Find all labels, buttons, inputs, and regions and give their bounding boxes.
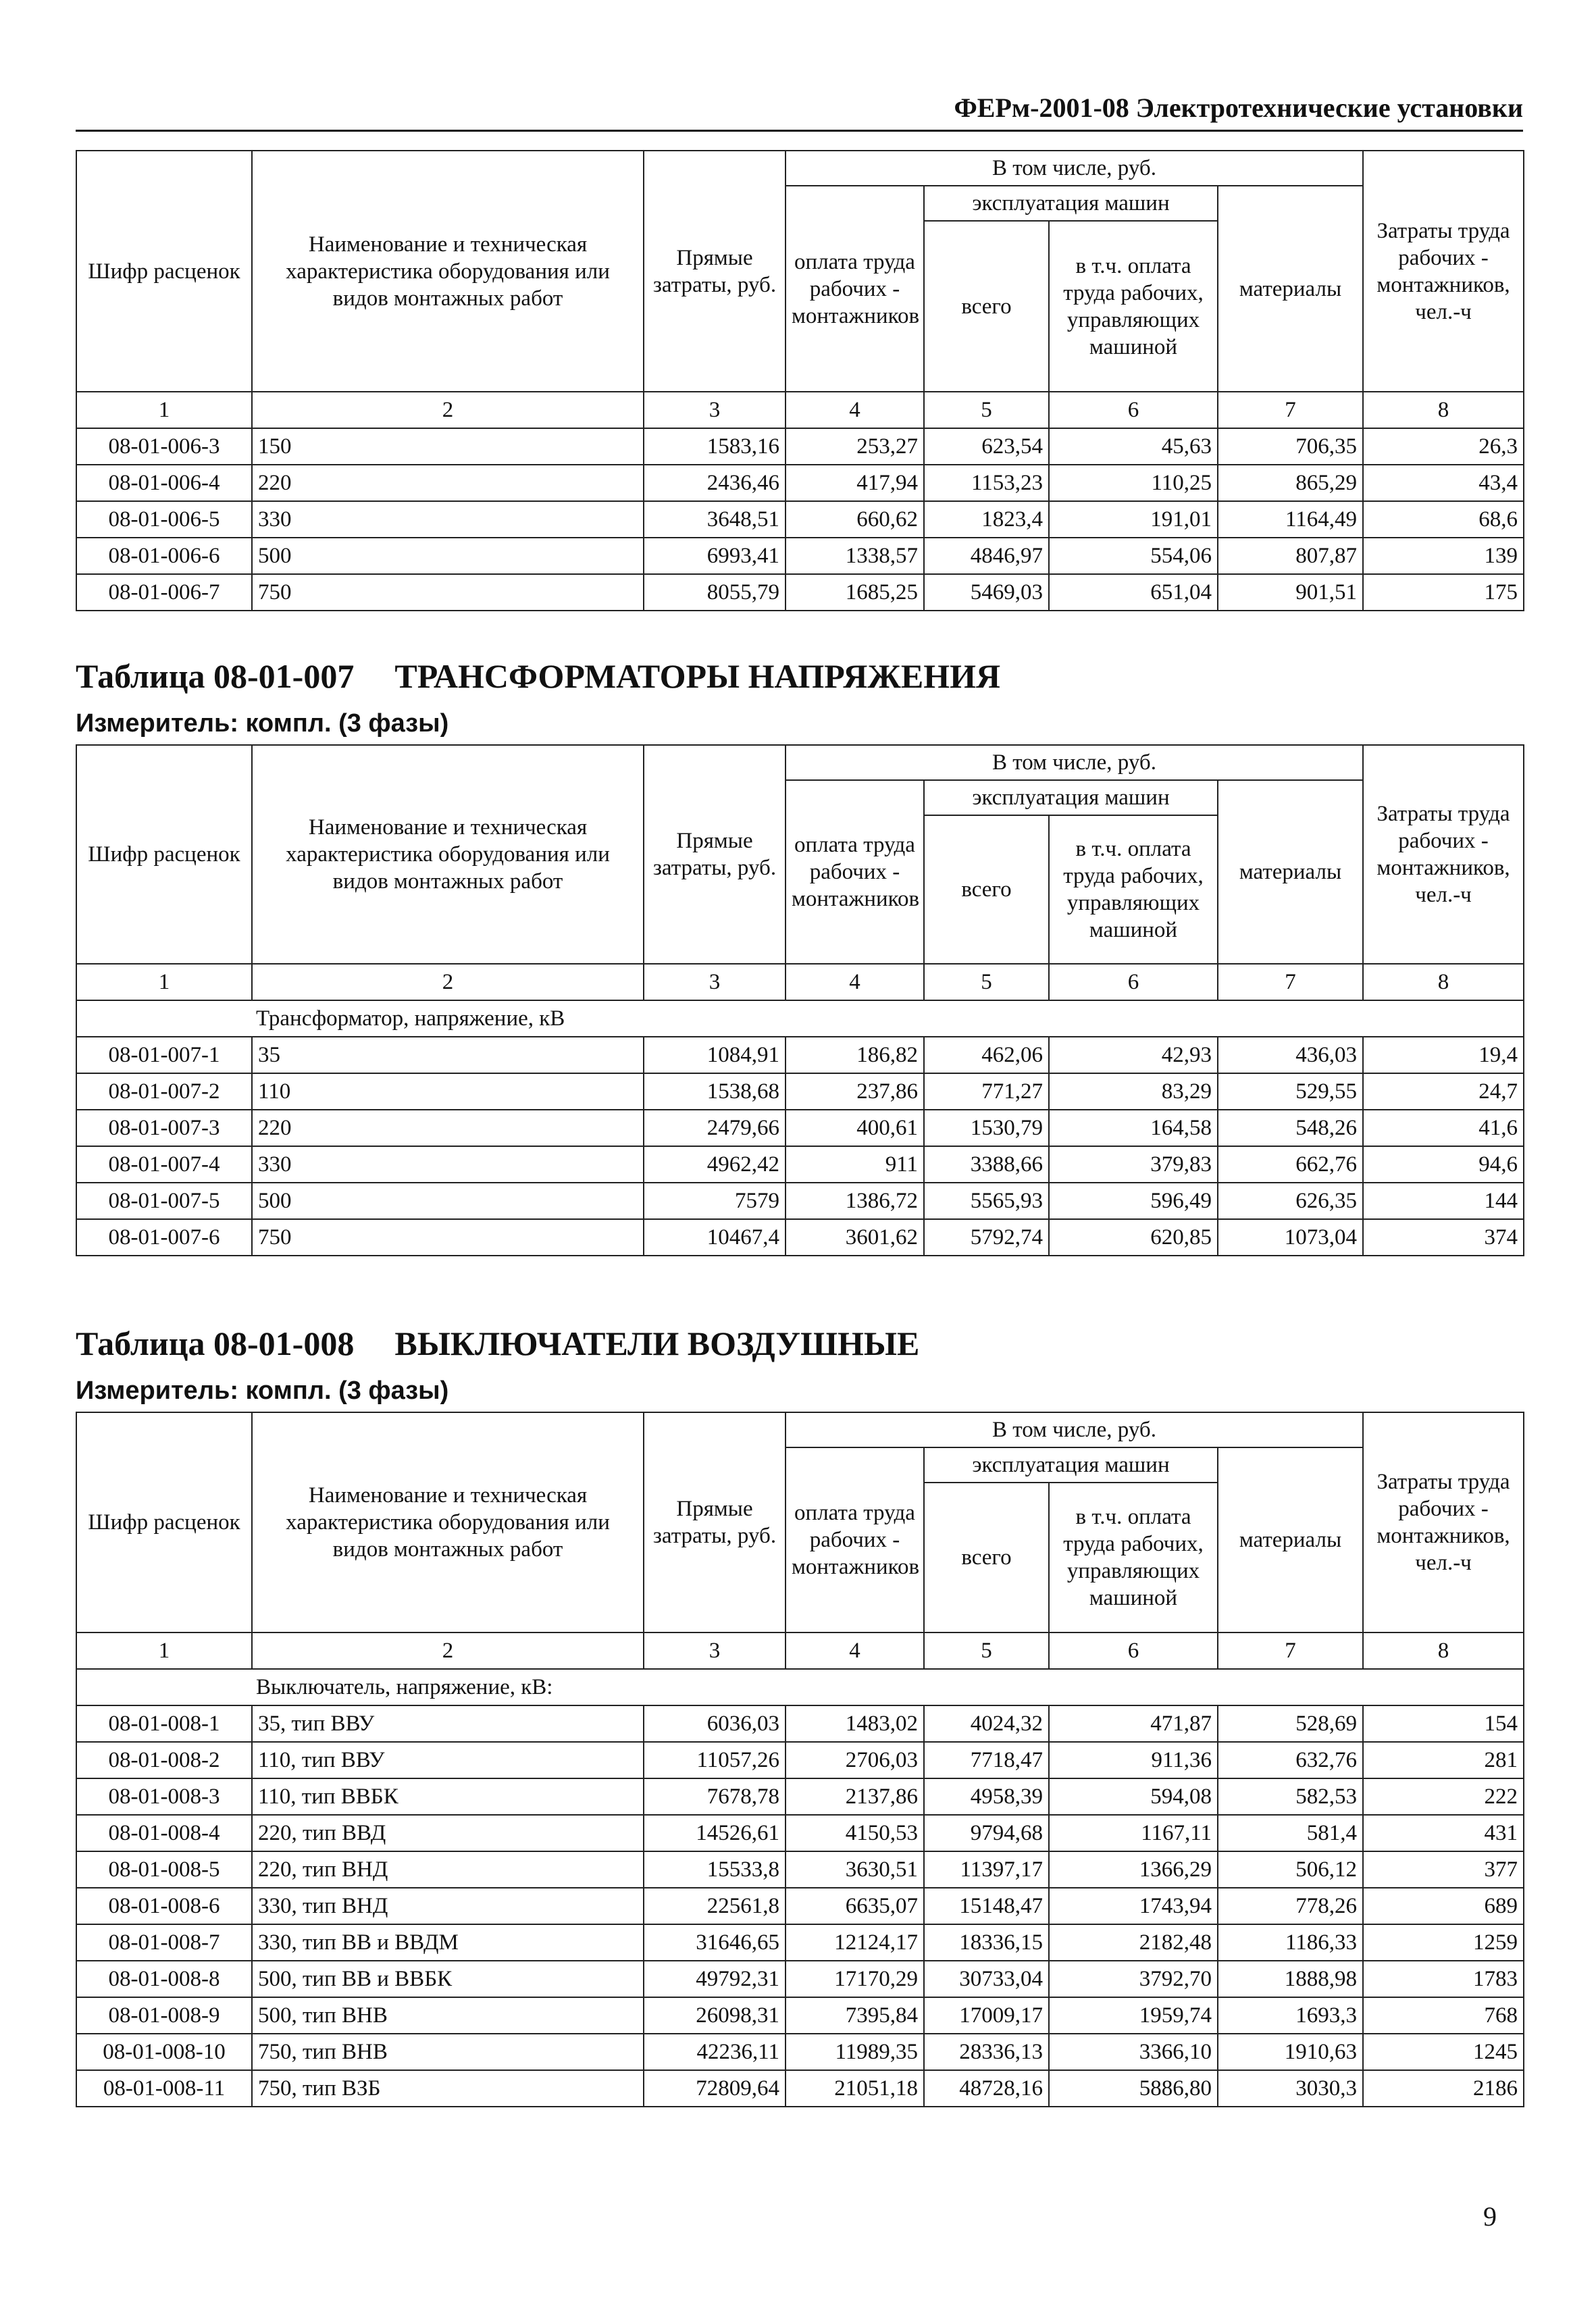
item-name-cell: 330, тип ВНД — [252, 1888, 644, 1924]
column-number-row — [76, 1632, 1524, 1669]
item-name-cell: 35, тип ВВУ — [252, 1705, 644, 1742]
value-cell: 1959,74 — [1049, 1997, 1218, 2034]
header-name: Наименование и техническая характеристика оборудования или видов монтажных работ — [252, 745, 644, 964]
col-num: 5 — [924, 1632, 1049, 1669]
value-cell: 17170,29 — [786, 1961, 924, 1997]
col-num: 7 — [1218, 392, 1363, 428]
header-labor-hours: Затраты труда рабочих - монтажников, чел.-ч — [1363, 1412, 1524, 1632]
value-cell: 581,4 — [1218, 1815, 1363, 1851]
value-cell: 582,53 — [1218, 1778, 1363, 1815]
value-cell: 31646,65 — [644, 1924, 786, 1961]
value-cell: 1073,04 — [1218, 1219, 1363, 1256]
item-name-cell: 500 — [252, 538, 644, 574]
rate-code-cell: 08-01-007-6 — [76, 1219, 252, 1256]
table-row — [76, 538, 1524, 574]
col-num: 8 — [1363, 392, 1524, 428]
rate-code-cell: 08-01-007-4 — [76, 1146, 252, 1183]
value-cell: 1164,49 — [1218, 501, 1363, 538]
table-title: ТРАНСФОРМАТОРЫ НАПРЯЖЕНИЯ — [394, 657, 1001, 695]
value-cell: 6036,03 — [644, 1705, 786, 1742]
col-num: 1 — [76, 392, 252, 428]
value-cell: 7678,78 — [644, 1778, 786, 1815]
table-row — [76, 2070, 1524, 2107]
table-row — [76, 1110, 1524, 1146]
value-cell: 1823,4 — [924, 501, 1049, 538]
table-caption — [76, 657, 1000, 696]
col-num: 3 — [644, 392, 786, 428]
value-cell: 2706,03 — [786, 1742, 924, 1778]
value-cell: 3792,70 — [1049, 1961, 1218, 1997]
item-name-cell: 220, тип ВНД — [252, 1851, 644, 1888]
value-cell: 771,27 — [924, 1073, 1049, 1110]
value-cell: 3648,51 — [644, 501, 786, 538]
table-row — [76, 1888, 1524, 1924]
header-total: всего — [924, 1483, 1049, 1632]
value-cell: 42,93 — [1049, 1037, 1218, 1073]
value-cell: 45,63 — [1049, 428, 1218, 465]
value-cell: 620,85 — [1049, 1219, 1218, 1256]
rate-code-cell: 08-01-008-4 — [76, 1815, 252, 1851]
column-number-row — [76, 964, 1524, 1000]
value-cell: 374 — [1363, 1219, 1524, 1256]
table-row — [76, 1183, 1524, 1219]
value-cell: 2137,86 — [786, 1778, 924, 1815]
header-machines: эксплуатация машин — [924, 186, 1218, 221]
header-labor-hours: Затраты труда рабочих - монтажников, чел.-ч — [1363, 151, 1524, 392]
col-num: 6 — [1049, 1632, 1218, 1669]
value-cell: 8055,79 — [644, 574, 786, 611]
value-cell: 1530,79 — [924, 1110, 1049, 1146]
value-cell: 43,4 — [1363, 465, 1524, 501]
rate-code-cell: 08-01-008-9 — [76, 1997, 252, 2034]
table-number: Таблица 08-01-007 — [76, 657, 355, 695]
value-cell: 18336,15 — [924, 1924, 1049, 1961]
value-cell: 191,01 — [1049, 501, 1218, 538]
value-cell: 2436,46 — [644, 465, 786, 501]
table-row — [76, 1705, 1524, 1742]
value-cell: 48728,16 — [924, 2070, 1049, 2107]
header-materials: материалы — [1218, 780, 1363, 964]
col-num: 4 — [786, 392, 924, 428]
col-num: 2 — [252, 1632, 644, 1669]
value-cell: 548,26 — [1218, 1110, 1363, 1146]
table-08-01-007 — [76, 744, 1524, 1256]
header-machines: эксплуатация машин — [924, 1447, 1218, 1483]
rate-code-cell: 08-01-008-1 — [76, 1705, 252, 1742]
value-cell: 4846,97 — [924, 538, 1049, 574]
value-cell: 222 — [1363, 1778, 1524, 1815]
value-cell: 4962,42 — [644, 1146, 786, 1183]
table-row — [76, 2034, 1524, 2070]
header-total: всего — [924, 221, 1049, 392]
rate-code-cell: 08-01-008-6 — [76, 1888, 252, 1924]
value-cell: 1743,94 — [1049, 1888, 1218, 1924]
item-name-cell: 750 — [252, 574, 644, 611]
value-cell: 2186 — [1363, 2070, 1524, 2107]
header-labor-pay: оплата труда рабочих - монтажников — [786, 780, 924, 964]
item-name-cell: 750, тип ВЗБ — [252, 2070, 644, 2107]
item-name-cell: 35 — [252, 1037, 644, 1073]
col-num: 2 — [252, 392, 644, 428]
value-cell: 94,6 — [1363, 1146, 1524, 1183]
value-cell: 1910,63 — [1218, 2034, 1363, 2070]
value-cell: 7395,84 — [786, 1997, 924, 2034]
value-cell: 5565,93 — [924, 1183, 1049, 1219]
item-name-cell: 750 — [252, 1219, 644, 1256]
header-including: В том числе, руб. — [786, 745, 1363, 780]
col-num: 1 — [76, 964, 252, 1000]
value-cell: 3630,51 — [786, 1851, 924, 1888]
value-cell: 911 — [786, 1146, 924, 1183]
value-cell: 1783 — [1363, 1961, 1524, 1997]
value-cell: 632,76 — [1218, 1742, 1363, 1778]
value-cell: 1483,02 — [786, 1705, 924, 1742]
table-row — [76, 1961, 1524, 1997]
rate-code-cell: 08-01-008-3 — [76, 1778, 252, 1815]
value-cell: 807,87 — [1218, 538, 1363, 574]
table-row — [76, 1815, 1524, 1851]
rate-code-cell: 08-01-006-6 — [76, 538, 252, 574]
value-cell: 1338,57 — [786, 538, 924, 574]
rate-code-cell: 08-01-008-8 — [76, 1961, 252, 1997]
header-code: Шифр расценок — [76, 745, 252, 964]
rate-code-cell: 08-01-007-1 — [76, 1037, 252, 1073]
value-cell: 3030,3 — [1218, 2070, 1363, 2107]
item-name-cell: 750, тип ВНВ — [252, 2034, 644, 2070]
header-machine-labor: в т.ч. оплата труда рабочих, управляющих машиной — [1049, 221, 1218, 392]
header-labor-pay: оплата труда рабочих - монтажников — [786, 186, 924, 392]
value-cell: 21051,18 — [786, 2070, 924, 2107]
table-row — [76, 1219, 1524, 1256]
value-cell: 72809,64 — [644, 2070, 786, 2107]
value-cell: 253,27 — [786, 428, 924, 465]
value-cell: 377 — [1363, 1851, 1524, 1888]
rate-code-cell: 08-01-008-5 — [76, 1851, 252, 1888]
rate-code-cell: 08-01-008-7 — [76, 1924, 252, 1961]
table-row — [76, 428, 1524, 465]
value-cell: 1888,98 — [1218, 1961, 1363, 1997]
table-row — [76, 1924, 1524, 1961]
value-cell: 623,54 — [924, 428, 1049, 465]
table-row — [76, 1742, 1524, 1778]
value-cell: 768 — [1363, 1997, 1524, 2034]
value-cell: 7718,47 — [924, 1742, 1049, 1778]
value-cell: 1084,91 — [644, 1037, 786, 1073]
header-name: Наименование и техническая характеристика оборудования или видов монтажных работ — [252, 151, 644, 392]
item-name-cell: 330, тип ВВ и ВВДМ — [252, 1924, 644, 1961]
value-cell: 30733,04 — [924, 1961, 1049, 1997]
header-total: всего — [924, 815, 1049, 964]
value-cell: 4024,32 — [924, 1705, 1049, 1742]
value-cell: 26098,31 — [644, 1997, 786, 2034]
page-number: 9 — [1483, 2201, 1497, 2232]
value-cell: 528,69 — [1218, 1705, 1363, 1742]
header-materials: материалы — [1218, 186, 1363, 392]
item-name-cell: 110, тип ВВБК — [252, 1778, 644, 1815]
table-08-01-006 — [76, 150, 1524, 611]
value-cell: 778,26 — [1218, 1888, 1363, 1924]
header-labor-hours: Затраты труда рабочих - монтажников, чел.-ч — [1363, 745, 1524, 964]
col-num: 2 — [252, 964, 644, 1000]
rate-code-cell: 08-01-006-5 — [76, 501, 252, 538]
item-name-cell: 330 — [252, 1146, 644, 1183]
value-cell: 1685,25 — [786, 574, 924, 611]
value-cell: 1167,11 — [1049, 1815, 1218, 1851]
item-name-cell: 500 — [252, 1183, 644, 1219]
header-machine-labor: в т.ч. оплата труда рабочих, управляющих машиной — [1049, 1483, 1218, 1632]
value-cell: 400,61 — [786, 1110, 924, 1146]
value-cell: 68,6 — [1363, 501, 1524, 538]
table-caption — [76, 1324, 919, 1363]
item-name-cell: 330 — [252, 501, 644, 538]
col-num: 8 — [1363, 1632, 1524, 1669]
value-cell: 49792,31 — [644, 1961, 786, 1997]
value-cell: 471,87 — [1049, 1705, 1218, 1742]
table-row — [76, 1146, 1524, 1183]
header-code: Шифр расценок — [76, 151, 252, 392]
value-cell: 15533,8 — [644, 1851, 786, 1888]
value-cell: 436,03 — [1218, 1037, 1363, 1073]
value-cell: 1538,68 — [644, 1073, 786, 1110]
group-label: Выключатель, напряжение, кВ: — [76, 1669, 1524, 1705]
table-row — [76, 1037, 1524, 1073]
value-cell: 175 — [1363, 574, 1524, 611]
value-cell: 594,08 — [1049, 1778, 1218, 1815]
item-name-cell: 220, тип ВВД — [252, 1815, 644, 1851]
value-cell: 431 — [1363, 1815, 1524, 1851]
rate-code-cell: 08-01-007-2 — [76, 1073, 252, 1110]
item-name-cell: 220 — [252, 1110, 644, 1146]
value-cell: 3388,66 — [924, 1146, 1049, 1183]
col-num: 1 — [76, 1632, 252, 1669]
header-direct: Прямые затраты, руб. — [644, 745, 786, 964]
value-cell: 19,4 — [1363, 1037, 1524, 1073]
value-cell: 1245 — [1363, 2034, 1524, 2070]
value-cell: 4150,53 — [786, 1815, 924, 1851]
col-num: 6 — [1049, 392, 1218, 428]
value-cell: 6993,41 — [644, 538, 786, 574]
value-cell: 83,29 — [1049, 1073, 1218, 1110]
value-cell: 1259 — [1363, 1924, 1524, 1961]
table-row — [76, 501, 1524, 538]
table-unit: Измеритель: компл. (3 фазы) — [76, 1377, 449, 1405]
value-cell: 24,7 — [1363, 1073, 1524, 1110]
value-cell: 911,36 — [1049, 1742, 1218, 1778]
header-direct: Прямые затраты, руб. — [644, 1412, 786, 1632]
value-cell: 4958,39 — [924, 1778, 1049, 1815]
item-name-cell: 500, тип ВНВ — [252, 1997, 644, 2034]
value-cell: 1386,72 — [786, 1183, 924, 1219]
value-cell: 554,06 — [1049, 538, 1218, 574]
col-num: 8 — [1363, 964, 1524, 1000]
value-cell: 2479,66 — [644, 1110, 786, 1146]
value-cell: 506,12 — [1218, 1851, 1363, 1888]
value-cell: 3601,62 — [786, 1219, 924, 1256]
value-cell: 186,82 — [786, 1037, 924, 1073]
value-cell: 144 — [1363, 1183, 1524, 1219]
rate-code-cell: 08-01-008-2 — [76, 1742, 252, 1778]
value-cell: 596,49 — [1049, 1183, 1218, 1219]
item-name-cell: 110 — [252, 1073, 644, 1110]
value-cell: 164,58 — [1049, 1110, 1218, 1146]
running-head: ФЕРм-2001-08 Электротехнические установки — [954, 93, 1523, 123]
header-including: В том числе, руб. — [786, 151, 1363, 186]
value-cell: 6635,07 — [786, 1888, 924, 1924]
item-name-cell: 150 — [252, 428, 644, 465]
value-cell: 11989,35 — [786, 2034, 924, 2070]
rate-code-cell: 08-01-006-7 — [76, 574, 252, 611]
value-cell: 15148,47 — [924, 1888, 1049, 1924]
rate-code-cell: 08-01-006-4 — [76, 465, 252, 501]
value-cell: 689 — [1363, 1888, 1524, 1924]
rate-code-cell: 08-01-008-10 — [76, 2034, 252, 2070]
value-cell: 28336,13 — [924, 2034, 1049, 2070]
value-cell: 14526,61 — [644, 1815, 786, 1851]
value-cell: 1153,23 — [924, 465, 1049, 501]
col-num: 4 — [786, 1632, 924, 1669]
table-number: Таблица 08-01-008 — [76, 1325, 355, 1362]
col-num: 6 — [1049, 964, 1218, 1000]
value-cell: 154 — [1363, 1705, 1524, 1742]
col-num: 5 — [924, 964, 1049, 1000]
value-cell: 5886,80 — [1049, 2070, 1218, 2107]
value-cell: 139 — [1363, 538, 1524, 574]
rate-code-cell: 08-01-008-11 — [76, 2070, 252, 2107]
header-materials: материалы — [1218, 1447, 1363, 1632]
header-rule — [76, 130, 1523, 132]
header-name: Наименование и техническая характеристика оборудования или видов монтажных работ — [252, 1412, 644, 1632]
header-labor-pay: оплата труда рабочих - монтажников — [786, 1447, 924, 1632]
item-name-cell: 110, тип ВВУ — [252, 1742, 644, 1778]
value-cell: 5792,74 — [924, 1219, 1049, 1256]
col-num: 7 — [1218, 1632, 1363, 1669]
value-cell: 662,76 — [1218, 1146, 1363, 1183]
value-cell: 9794,68 — [924, 1815, 1049, 1851]
value-cell: 17009,17 — [924, 1997, 1049, 2034]
value-cell: 1186,33 — [1218, 1924, 1363, 1961]
value-cell: 281 — [1363, 1742, 1524, 1778]
table-row — [76, 1997, 1524, 2034]
col-num: 7 — [1218, 964, 1363, 1000]
value-cell: 22561,8 — [644, 1888, 786, 1924]
column-number-row — [76, 392, 1524, 428]
header-machine-labor: в т.ч. оплата труда рабочих, управляющих машиной — [1049, 815, 1218, 964]
table-row — [76, 1073, 1524, 1110]
group-row — [76, 1000, 1524, 1037]
rate-code-cell: 08-01-007-5 — [76, 1183, 252, 1219]
value-cell: 11397,17 — [924, 1851, 1049, 1888]
value-cell: 5469,03 — [924, 574, 1049, 611]
value-cell: 1693,3 — [1218, 1997, 1363, 2034]
table-08-01-008 — [76, 1412, 1524, 2107]
item-name-cell: 500, тип ВВ и ВВБК — [252, 1961, 644, 1997]
value-cell: 1583,16 — [644, 428, 786, 465]
table-row — [76, 1851, 1524, 1888]
value-cell: 41,6 — [1363, 1110, 1524, 1146]
value-cell: 865,29 — [1218, 465, 1363, 501]
value-cell: 529,55 — [1218, 1073, 1363, 1110]
value-cell: 1366,29 — [1049, 1851, 1218, 1888]
value-cell: 7579 — [644, 1183, 786, 1219]
value-cell: 660,62 — [786, 501, 924, 538]
table-row — [76, 574, 1524, 611]
col-num: 5 — [924, 392, 1049, 428]
header-including: В том числе, руб. — [786, 1412, 1363, 1447]
value-cell: 417,94 — [786, 465, 924, 501]
col-num: 3 — [644, 1632, 786, 1669]
col-num: 3 — [644, 964, 786, 1000]
value-cell: 42236,11 — [644, 2034, 786, 2070]
value-cell: 651,04 — [1049, 574, 1218, 611]
value-cell: 462,06 — [924, 1037, 1049, 1073]
value-cell: 26,3 — [1363, 428, 1524, 465]
group-row — [76, 1669, 1524, 1705]
item-name-cell: 220 — [252, 465, 644, 501]
value-cell: 10467,4 — [644, 1219, 786, 1256]
value-cell: 237,86 — [786, 1073, 924, 1110]
table-row — [76, 1778, 1524, 1815]
col-num: 4 — [786, 964, 924, 1000]
rate-code-cell: 08-01-007-3 — [76, 1110, 252, 1146]
table-row — [76, 465, 1524, 501]
value-cell: 11057,26 — [644, 1742, 786, 1778]
value-cell: 3366,10 — [1049, 2034, 1218, 2070]
group-label: Трансформатор, напряжение, кВ — [76, 1000, 1524, 1037]
table-unit: Измеритель: компл. (3 фазы) — [76, 709, 449, 738]
value-cell: 12124,17 — [786, 1924, 924, 1961]
header-code: Шифр расценок — [76, 1412, 252, 1632]
value-cell: 626,35 — [1218, 1183, 1363, 1219]
value-cell: 110,25 — [1049, 465, 1218, 501]
value-cell: 379,83 — [1049, 1146, 1218, 1183]
header-machines: эксплуатация машин — [924, 780, 1218, 815]
table-title: ВЫКЛЮЧАТЕЛИ ВОЗДУШНЫЕ — [394, 1325, 920, 1362]
rate-code-cell: 08-01-006-3 — [76, 428, 252, 465]
value-cell: 2182,48 — [1049, 1924, 1218, 1961]
value-cell: 901,51 — [1218, 574, 1363, 611]
header-direct: Прямые затраты, руб. — [644, 151, 786, 392]
value-cell: 706,35 — [1218, 428, 1363, 465]
